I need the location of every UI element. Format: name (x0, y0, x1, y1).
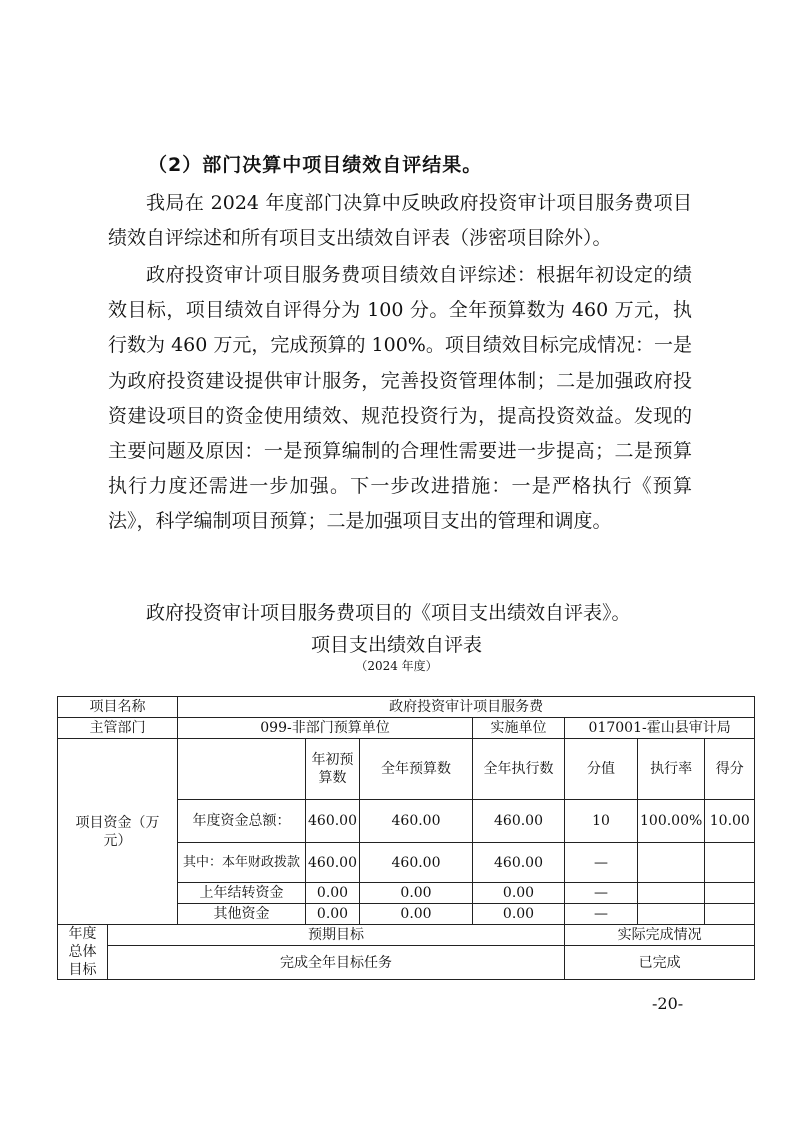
row-label: 年度资金总额： (178, 800, 306, 843)
row-score (705, 904, 755, 925)
row-annual: 0.00 (360, 904, 473, 925)
funds-label: 项目资金（万元） (58, 739, 178, 925)
actual-result-header: 实际完成情况 (565, 925, 755, 946)
row-initial: 0.00 (306, 883, 360, 904)
table-year: （2024 年度） (355, 659, 438, 673)
row-exec: 460.00 (473, 800, 565, 843)
row-rate: 100.00% (638, 800, 705, 843)
row-initial: 460.00 (306, 843, 360, 883)
expected-goal-header: 预期目标 (108, 925, 565, 946)
dept-value: 099-非部门预算单位 (178, 718, 473, 739)
row-label: 其中：本年财政拨款 (178, 843, 306, 883)
header-exec-rate: 执行率 (638, 739, 705, 800)
row-exec: 0.00 (473, 883, 565, 904)
row-initial: 460.00 (306, 800, 360, 843)
row-label: 上年结转资金 (178, 883, 306, 904)
impl-value: 017001-霍山县审计局 (565, 718, 755, 739)
project-name-value: 政府投资审计项目服务费 (178, 697, 755, 718)
section-heading: （2）部门决算中项目绩效自评结果。 (148, 154, 483, 176)
page-number: -20- (652, 994, 684, 1013)
impl-label: 实施单位 (473, 718, 565, 739)
header-annual-budget: 全年预算数 (360, 739, 473, 800)
row-score (705, 843, 755, 883)
expected-goal-value: 完成全年目标任务 (108, 946, 565, 980)
header-annual-exec: 全年执行数 (473, 739, 565, 800)
project-name-label: 项目名称 (58, 697, 178, 718)
self-evaluation-table (57, 696, 755, 980)
paragraph-table-intro: 政府投资审计项目服务费项目的《项目支出绩效自评表》。 (146, 602, 631, 624)
paragraph-summary: 政府投资审计项目服务费项目绩效自评综述：根据年初设定的绩效目标，项目绩效自评得分为 100 分。全年预算数为 460 万元，执行数为 460 万元，完成预算的 100%。项目绩效目标完成情况：一是为政府投资建设提供审计服务，完善投资管理体制；二是加强政府投资建设项目的资金使用绩效、规范投资行为，提高投资效益。发现的主要问题及原因：一是预算编制的合理性需要进一步提高；二是预算执行力度还需进一步加强。下一步改进措施：一是严格执行《预算法》，科学编制项目预算；二是加强项目支出的管理和调度。 (108, 264, 692, 533)
header-score: 得分 (705, 739, 755, 800)
actual-result-value: 已完成 (565, 946, 755, 980)
paragraph-intro: 我局在 2024 年度部门决算中反映政府投资审计项目服务费项目绩效自评综述和所有项目支出绩效自评表（涉密项目除外）。 (108, 192, 692, 250)
row-rate (638, 904, 705, 925)
header-score-value: 分值 (565, 739, 638, 800)
table-title: 项目支出绩效自评表 (310, 634, 482, 656)
row-annual: 0.00 (360, 883, 473, 904)
row-initial: 0.00 (306, 904, 360, 925)
row-exec: 0.00 (473, 904, 565, 925)
row-value: — (565, 883, 638, 904)
header-empty (178, 739, 306, 800)
row-value: 10 (565, 800, 638, 843)
row-rate (638, 883, 705, 904)
header-initial-budget: 年初预算数 (306, 739, 360, 800)
row-value: — (565, 904, 638, 925)
row-annual: 460.00 (360, 800, 473, 843)
annual-goal-label: 年度总体目标 (58, 925, 108, 980)
row-rate (638, 843, 705, 883)
row-value: — (565, 843, 638, 883)
dept-label: 主管部门 (58, 718, 178, 739)
row-score (705, 883, 755, 904)
row-annual: 460.00 (360, 843, 473, 883)
row-score: 10.00 (705, 800, 755, 843)
row-exec: 460.00 (473, 843, 565, 883)
row-label: 其他资金 (178, 904, 306, 925)
